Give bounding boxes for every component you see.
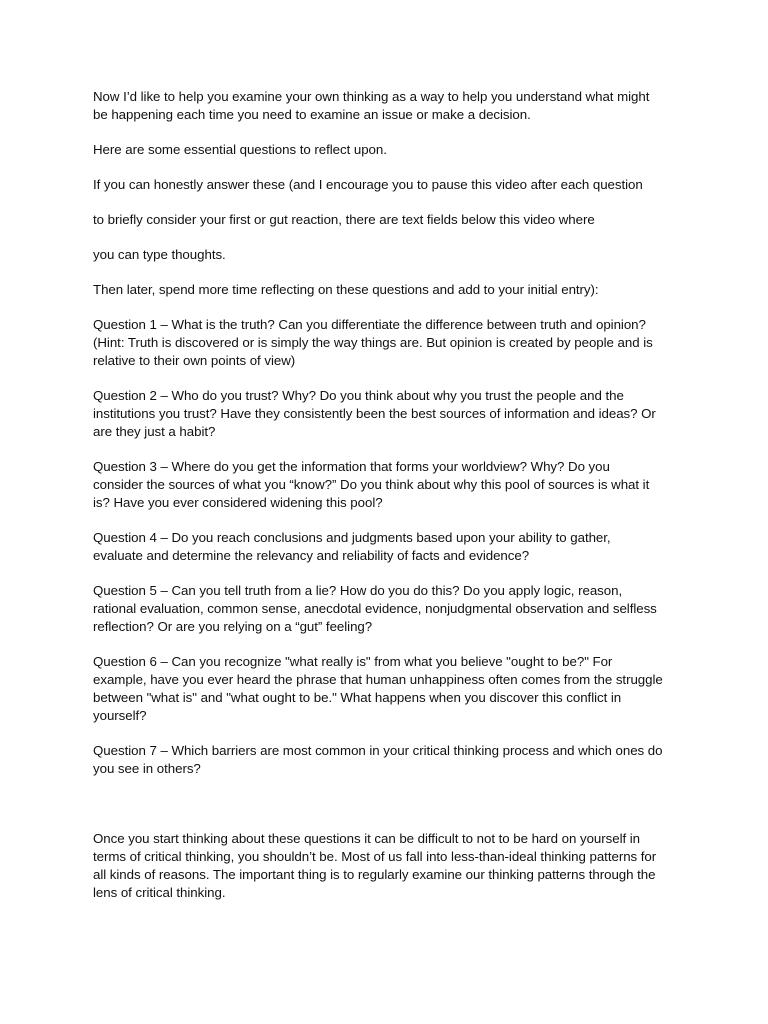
question-4-paragraph: Question 4 – Do you reach conclusions and judgments based upon your ability to gather, evaluate and determine the relevancy and reliability of facts and evidence? [93,530,611,563]
question-3-paragraph: Question 3 – Where do you get the information that forms your worldview? Why? Do you consider the sources of what you “know?” Do you think about why this pool of sources is what it is? Have you ever considered widening this pool? [93,459,650,510]
question-1-paragraph: Question 1 – What is the truth? Can you differentiate the difference between truth and opinion? (Hint: Truth is discovered or is simply the way things are. But opinion is created by people and is relative to their own points of view) [93,317,653,368]
later-reflection-paragraph: Then later, spend more time reflecting on these questions and add to your initial entry): [93,282,599,297]
document-body [93,88,663,902]
intro-paragraph: Now I’d like to help you examine your own thinking as a way to help you understand what might be happening each time you need to examine an issue or make a decision. [93,89,650,122]
closing-paragraph: Once you start thinking about these questions it can be difficult to not to be hard on yourself in terms of critical thinking, you shouldn’t be. Most of us fall into less-than-ideal thinking patterns for all kinds of reasons. The important thing is to regularly examine our thinking patterns through the lens of critical thinking. [93,831,657,900]
question-2-paragraph: Question 2 – Who do you trust? Why? Do you think about why you trust the people and the institutions you trust? Have they consistently been the best sources of information and ideas? Or are they just a habit? [93,388,656,439]
honest-answer-line-3: you can type thoughts. [93,247,226,262]
question-5-paragraph: Question 5 – Can you tell truth from a lie? How do you do this? Do you apply logic, reason, rational evaluation, common sense, anecdotal evidence, nonjudgmental observation and selfless reflection? Or are you relying on a “gut” feeling? [93,583,657,634]
question-6-paragraph: Question 6 – Can you recognize "what really is" from what you believe "ought to be?" For example, have you ever heard the phrase that human unhappiness often comes from the struggle between "what is" and "what ought to be." What happens when you discover this conflict in yourself? [93,654,663,723]
question-7-paragraph: Question 7 – Which barriers are most common in your critical thinking process and which ones do you see in others? [93,743,663,776]
honest-answer-line-1: If you can honestly answer these (and I encourage you to pause this video after each question [93,177,643,192]
honest-answer-line-2: to briefly consider your first or gut reaction, there are text fields below this video where [93,212,595,227]
essential-questions-paragraph: Here are some essential questions to reflect upon. [93,142,387,157]
